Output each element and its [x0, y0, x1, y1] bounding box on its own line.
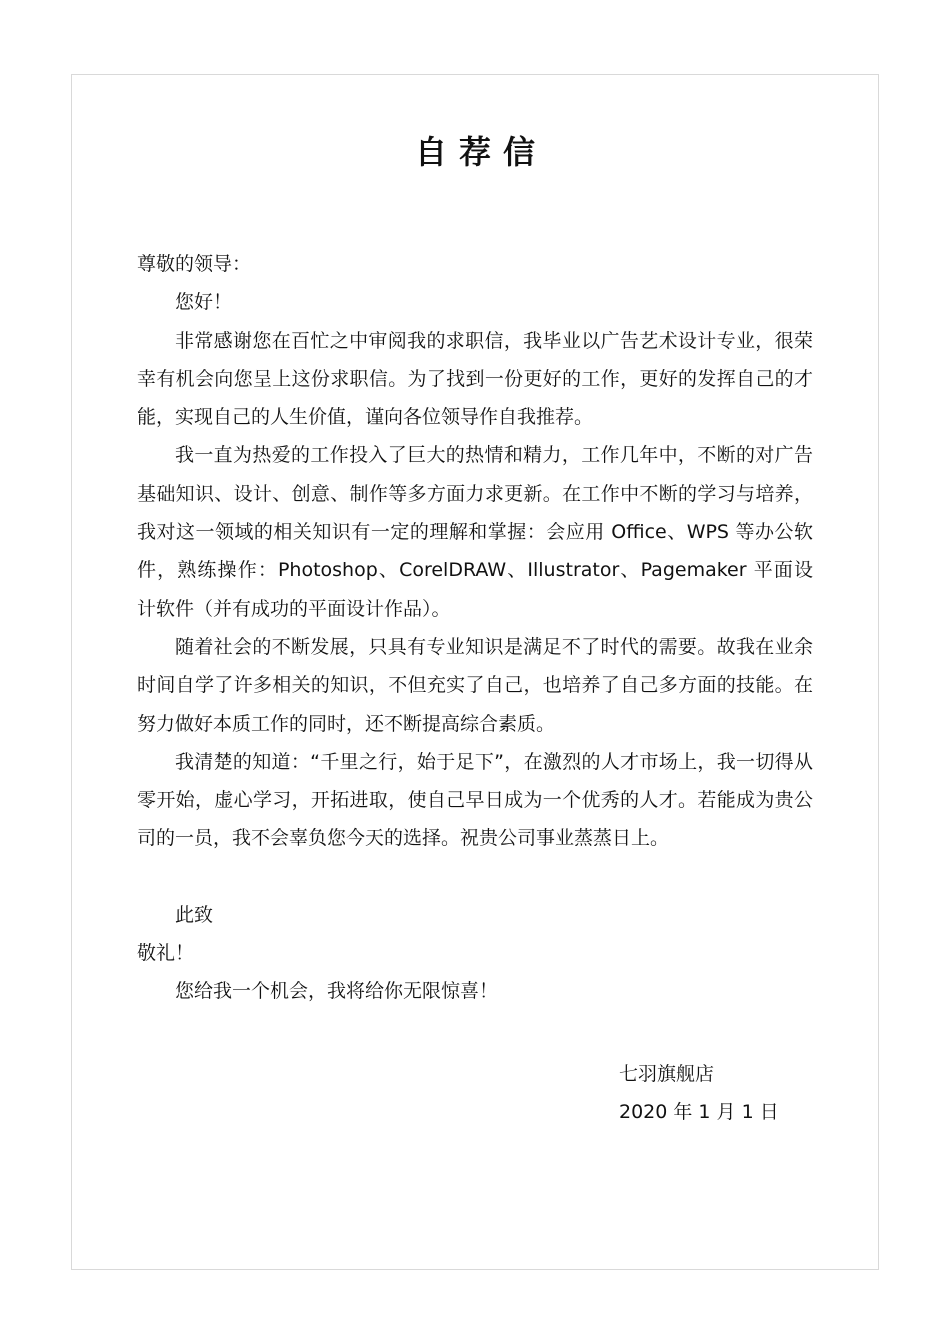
spacer [137, 858, 813, 896]
letter-body [137, 245, 813, 1011]
paragraph-skills: 我一直为热爱的工作投入了巨大的热情和精力，工作几年中，不断的对广告基础知识、设计、创意、制作等多方面力求更新。在工作中不断的学习与培养，我对这一领域的相关知识有一定的理解和掌握：会应用 Office、WPS 等办公软件，熟练操作：Photoshop、CorelDRAW、Illustrator、Pagemaker 平面设计软件（并有成功的平面设计作品）。 [137, 444, 813, 620]
closing-jingli: 敬礼！ [137, 942, 195, 965]
salutation: 尊敬的领导： [137, 253, 252, 275]
postscript: 您给我一个机会，我将给你无限惊喜！ [175, 980, 499, 1003]
signature-date: 2020 年 1 月 1 日 [619, 1101, 779, 1124]
greeting: 您好！ [175, 291, 233, 314]
signature-block [619, 1055, 779, 1132]
letter-title: 自荐信 [414, 133, 547, 171]
signature-name: 七羽旗舰店 [619, 1063, 715, 1085]
paragraph-self-study: 随着社会的不断发展，只具有专业知识是满足不了时代的需要。故我在业余时间自学了许多相关的知识，不但充实了自己，也培养了自己多方面的技能。在努力做好本质工作的同时，还不断提高综合素质。 [137, 635, 813, 735]
paragraph-conclusion: 我清楚的知道：“千里之行，始于足下”，在激烈的人才市场上，我一切得从零开始，虚心学习，开拓进取，使自己早日成为一个优秀的人才。若能成为贵公司的一员，我不会辜负您今天的选择。祝贵公司事业蒸蒸日上。 [137, 750, 813, 850]
closing-cizhi: 此致 [175, 903, 214, 926]
paragraph-intro: 非常感谢您在百忙之中审阅我的求职信，我毕业以广告艺术设计专业，很荣幸有机会向您呈上这份求职信。为了找到一份更好的工作，更好的发挥自己的才能，实现自己的人生价值，谨向各位领导作自我推荐。 [137, 329, 813, 429]
